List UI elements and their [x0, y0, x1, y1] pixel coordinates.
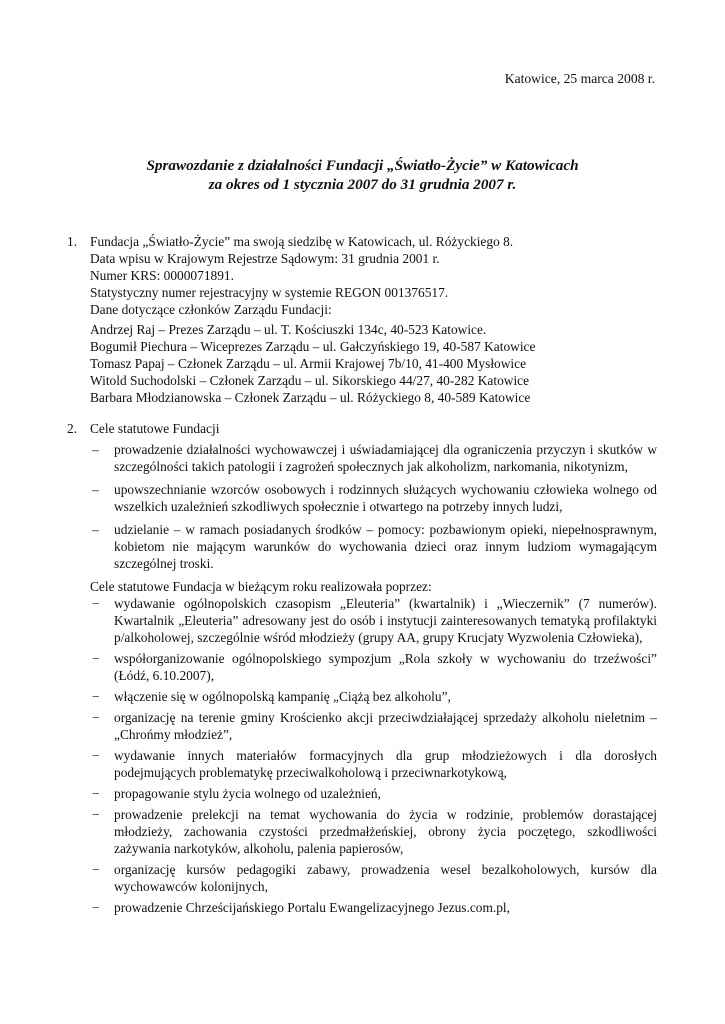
realization-list [90, 595, 657, 916]
dash-marker: − [92, 651, 100, 666]
board-member: Witold Suchodolski – Członek Zarządu – ul. Sikorskiego 44/27, 40-282 Katowice [90, 373, 530, 388]
list-item-text: upowszechnianie wzorców osobowych i rodzinnych służących wychowaniu człowieka wolnego od wszelkich uzależnień szkodliwych społecznie i otwartego na potrzeby innych ludzi, [114, 482, 657, 514]
board-member: Bogumił Piechura – Wiceprezes Zarządu – ul. Gałczyńskiego 19, 40-587 Katowice [90, 339, 536, 354]
list-item [90, 688, 657, 705]
section-number: 2. [67, 421, 78, 436]
board-member: Tomasz Papaj – Członek Zarządu – ul. Armii Krajowej 7b/10, 41-400 Mysłowice [90, 356, 527, 371]
section-heading: Cele statutowe Fundacji [90, 421, 220, 436]
list-item-text: propagowanie stylu życia wolnego od uzależnień, [114, 786, 381, 801]
section-1-line: Dane dotyczące członków Zarządu Fundacji: [90, 302, 332, 317]
dash-marker: − [92, 596, 100, 611]
board-member: Barbara Młodzianowska – Członek Zarządu – ul. Różyckiego 8, 40-589 Katowice [90, 390, 531, 405]
title-line-1: Sprawozdanie z działalności Fundacji „Światło-Życie” w Katowicach [146, 157, 579, 174]
list-item-text: włączenie się w ogólnopolską kampanię „Ciążą bez alkoholu”, [114, 689, 451, 704]
section-1-line: Statystyczny numer rejestracyjny w systemie REGON 001376517. [90, 285, 449, 300]
dash-marker: – [92, 522, 99, 537]
list-item-text: prowadzenie prelekcji na temat wychowania do życia w rodzinie, problemów dorastającej młodzieży, zachowania czystości przedmałżeńskiej, obrony życia poczętego, szkodliwości zażywania narkotyków, alkoholu, palenia papierosów, [114, 807, 657, 856]
list-item [90, 481, 657, 515]
dash-marker: − [92, 748, 100, 763]
list-item [90, 441, 657, 475]
list-item [90, 521, 657, 572]
section-1-line: Numer KRS: 0000071891. [90, 268, 234, 283]
dash-marker: − [92, 807, 100, 822]
dash-marker: − [92, 786, 100, 801]
section-1-line: Data wpisu w Krajowym Rejestrze Sądowym: 31 grudnia 2001 r. [90, 251, 440, 266]
list-item [90, 709, 657, 743]
dash-marker: – [92, 482, 99, 497]
dash-marker: − [92, 900, 100, 915]
list-item-text: organizację na terenie gminy Krościenko akcji przeciwdziałającej sprzedaży alkoholu nieletnim – „Chrońmy młodzież”, [114, 710, 657, 742]
list-item [90, 650, 657, 684]
realization-heading: Cele statutowe Fundacja w bieżącym roku realizowała poprzez: [90, 579, 432, 594]
list-item-text: prowadzenie Chrześcijańskiego Portalu Ewangelizacyjnego Jezus.com.pl, [114, 900, 511, 915]
list-item-text: organizację kursów pedagogiki zabawy, prowadzenia wesel bezalkoholowych, kursów dla wychowawców kolonijnych, [114, 862, 657, 894]
section-1-line: Fundacja „Światło-Życie” ma swoją siedzibę w Katowicach, ul. Różyckiego 8. [90, 234, 514, 249]
list-item-text: wydawanie ogólnopolskich czasopism „Eleuteria” (kwartalnik) i „Wieczernik” (7 numerów). Kwartalnik „Eleuteria” adresowany jest do osób i instytucji zainteresowanych tematyką profilaktyki p/alkoholowej, szczególnie wśród młodzieży (grupy AA, grupy Krucjaty Wyzwolenia Człowieka), [114, 596, 657, 645]
goals-list [90, 441, 657, 572]
board-member: Andrzej Raj – Prezes Zarządu – ul. T. Kościuszki 134c, 40-523 Katowice. [90, 322, 487, 337]
list-item-text: współorganizowanie ogólnopolskiego sympozjum „Rola szkoły w wychowaniu do trzeźwości” (Łódź, 6.10.2007), [114, 651, 657, 683]
section-2 [67, 420, 657, 920]
list-item [90, 806, 657, 857]
section-number: 1. [67, 234, 78, 249]
dash-marker: − [92, 710, 100, 725]
list-item-text: wydawanie innych materiałów formacyjnych dla grup młodzieżowych i dla dorosłych podejmujących problematykę przeciwalkoholową i przeciwnarkotykową, [114, 748, 657, 780]
section-1 [67, 233, 657, 406]
document-date: Katowice, 25 marca 2008 r. [504, 71, 655, 86]
list-item-text: udzielanie – w ramach posiadanych środków – pomocy: pozbawionym opieki, niepełnosprawnym, kobietom nie mającym warunków do wychowania dzieci oraz innym ludziom wymagającym szczególnej troski. [114, 522, 657, 571]
list-item-text: prowadzenie działalności wychowawczej i uświadamiającej dla ograniczenia przyczyn i skutków w szczególności takich patologii i zagrożeń społecznych jak alkoholizm, narkomania, nikotynizm, [114, 442, 657, 474]
dash-marker: – [92, 442, 99, 457]
document-title [0, 156, 725, 194]
list-item [90, 747, 657, 781]
title-line-2: za okres od 1 stycznia 2007 do 31 grudnia 2007 r. [208, 176, 517, 193]
list-item [90, 595, 657, 646]
dash-marker: − [92, 862, 100, 877]
list-item [90, 785, 657, 802]
dash-marker: − [92, 689, 100, 704]
list-item [90, 861, 657, 895]
list-item [90, 899, 657, 916]
